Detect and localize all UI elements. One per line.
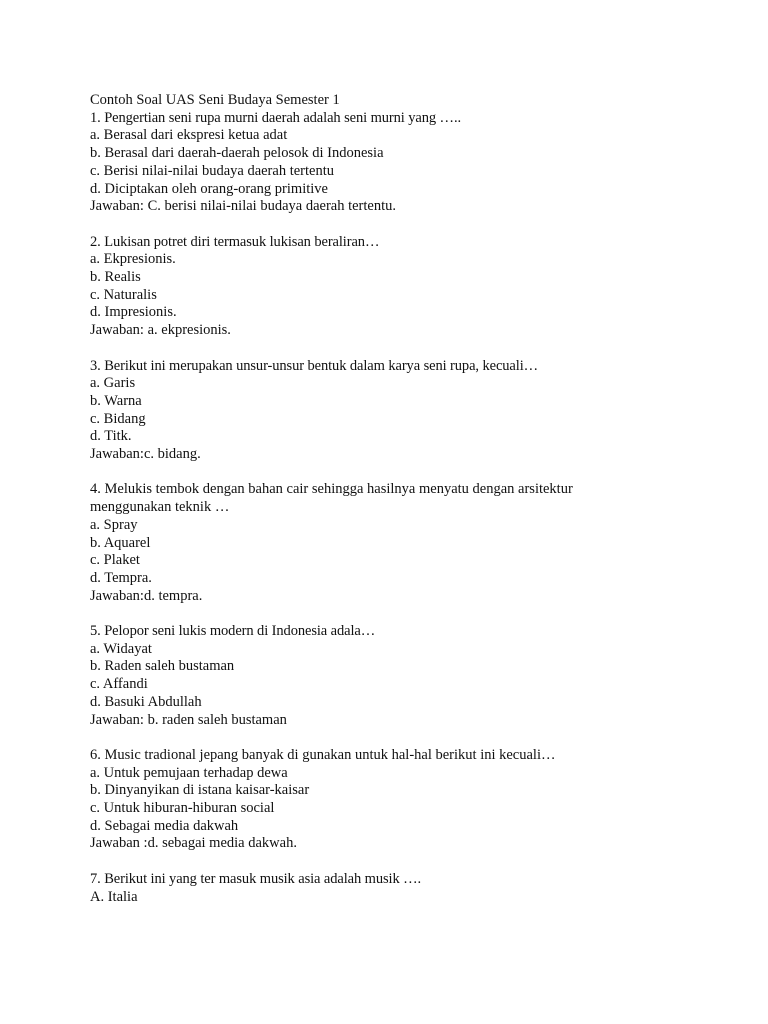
- question-text: 1. Pengertian seni rupa murni daerah adalah seni murni yang …..: [90, 109, 461, 126]
- option-b: b. Warna: [90, 392, 142, 409]
- option-d: d. Diciptakan oleh orang-orang primitive: [90, 180, 328, 197]
- answer-text: Jawaban: C. berisi nilai-nilai budaya daerah tertentu.: [90, 198, 397, 215]
- question-text: 5. Pelopor seni lukis modern di Indonesia adala…: [90, 623, 376, 640]
- question-7: [90, 871, 730, 906]
- option-b: b. Raden saleh bustaman: [90, 658, 235, 675]
- question-text: 4. Melukis tembok dengan bahan cair sehingga hasilnya menyatu dengan arsitektur menggunakan teknik …: [90, 481, 573, 516]
- document-page: [90, 92, 730, 924]
- question-text: 3. Berikut ini merupakan unsur-unsur bentuk dalam karya seni rupa, kecuali…: [90, 357, 539, 374]
- option-c: c. Naturalis: [90, 286, 157, 303]
- option-a: a. Ekpresionis.: [90, 251, 176, 268]
- option-c: c. Affandi: [90, 676, 148, 693]
- option-b: b. Berasal dari daerah-daerah pelosok di Indonesia: [90, 145, 384, 162]
- question-text: 2. Lukisan potret diri termasuk lukisan beraliran…: [90, 233, 380, 250]
- option-c: c. Berisi nilai-nilai budaya daerah tertentu: [90, 162, 334, 179]
- question-3: [90, 358, 730, 464]
- option-d: d. Impresionis.: [90, 304, 177, 321]
- question-text: 7. Berikut ini yang ter masuk musik asia adalah musik ….: [90, 870, 422, 887]
- answer-text: Jawaban:d. tempra.: [90, 587, 203, 604]
- question-2: [90, 234, 730, 340]
- answer-text: Jawaban :d. sebagai media dakwah.: [90, 835, 297, 852]
- document-title: Contoh Soal UAS Seni Budaya Semester 1: [90, 92, 340, 108]
- answer-text: Jawaban: b. raden saleh bustaman: [90, 711, 287, 728]
- option-c: c. Untuk hiburan-hiburan social: [90, 800, 275, 817]
- answer-text: Jawaban:c. bidang.: [90, 446, 201, 463]
- question-4: [90, 481, 730, 605]
- option-d: d. Titk.: [90, 428, 132, 445]
- option-a: A. Italia: [90, 888, 138, 905]
- option-c: c. Bidang: [90, 410, 146, 427]
- question-text: 6. Music tradional jepang banyak di gunakan untuk hal-hal berikut ini kecuali…: [90, 746, 556, 763]
- option-a: a. Untuk pemujaan terhadap dewa: [90, 764, 288, 781]
- answer-text: Jawaban: a. ekpresionis.: [90, 322, 231, 339]
- question-6: [90, 747, 730, 853]
- option-b: b. Realis: [90, 269, 141, 286]
- option-a: a. Berasal dari ekspresi ketua adat: [90, 127, 288, 144]
- option-a: a. Spray: [90, 516, 138, 533]
- option-d: d. Tempra.: [90, 569, 152, 586]
- question-1: [90, 110, 730, 216]
- option-d: d. Sebagai media dakwah: [90, 817, 239, 834]
- option-b: b. Aquarel: [90, 534, 151, 551]
- question-5: [90, 623, 730, 729]
- option-a: a. Widayat: [90, 640, 152, 657]
- option-a: a. Garis: [90, 375, 136, 392]
- option-d: d. Basuki Abdullah: [90, 693, 202, 710]
- option-b: b. Dinyanyikan di istana kaisar-kaisar: [90, 782, 310, 799]
- option-c: c. Plaket: [90, 552, 140, 569]
